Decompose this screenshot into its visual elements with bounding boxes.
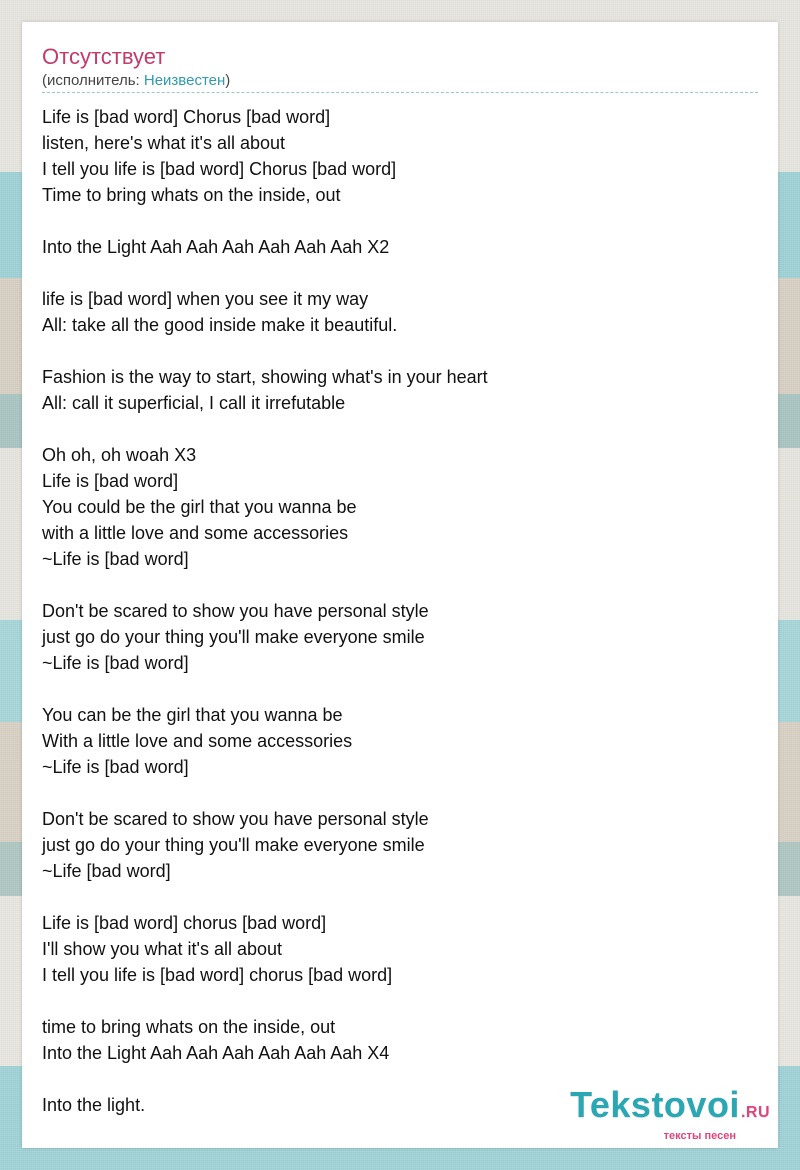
lyric-line: Into the Light Aah Aah Aah Aah Aah Aah X2 — [42, 237, 390, 257]
lyric-line — [42, 676, 742, 702]
lyrics-sheet — [22, 22, 778, 1148]
lyric-line: Don't be scared to show you have personal style — [42, 601, 429, 621]
lyric-line — [42, 884, 742, 910]
lyric-line: Don't be scared to show you have personal style — [42, 809, 429, 829]
lyric-line — [42, 208, 742, 234]
lyric-line — [42, 780, 742, 806]
lyric-line: listen, here's what it's all about — [42, 133, 285, 153]
logo-tld: .RU — [740, 1104, 770, 1121]
lyric-line: Into the light. — [42, 1095, 146, 1115]
song-title: Отсутствует — [42, 44, 166, 69]
artist-suffix: ) — [225, 72, 231, 89]
lyric-line: I tell you life is [bad word] Chorus [bad word] — [42, 159, 397, 179]
lyric-line: All: call it superficial, I call it irrefutable — [42, 393, 346, 413]
lyric-line: With a little love and some accessories — [42, 731, 353, 751]
lyric-line: Oh oh, oh woah X3 — [42, 445, 197, 465]
lyric-line: Life is [bad word] — [42, 471, 179, 491]
artist-line — [42, 72, 230, 90]
lyric-line: Time to bring whats on the inside, out — [42, 185, 341, 205]
lyric-line — [42, 260, 742, 286]
lyric-line: I'll show you what it's all about — [42, 939, 282, 959]
lyrics-text — [42, 104, 742, 1118]
title-divider — [42, 92, 758, 93]
lyric-line: Fashion is the way to start, showing what's in your heart — [42, 367, 488, 387]
lyric-line: ~Life is [bad word] — [42, 653, 189, 673]
artist-link[interactable]: Неизвестен — [143, 72, 226, 89]
lyric-line: ~Life is [bad word] — [42, 549, 189, 569]
lyric-line: I tell you life is [bad word] chorus [bad word] — [42, 965, 393, 985]
lyric-line: life is [bad word] when you see it my way — [42, 289, 369, 309]
lyric-line: Life is [bad word] Chorus [bad word] — [42, 107, 331, 127]
lyric-line — [42, 572, 742, 598]
lyric-line: All: take all the good inside make it beautiful. — [42, 315, 398, 335]
lyric-line: time to bring whats on the inside, out — [42, 1017, 336, 1037]
lyric-line — [42, 988, 742, 1014]
lyric-line — [42, 416, 742, 442]
site-logo — [570, 1084, 770, 1142]
lyric-line: with a little love and some accessories — [42, 523, 349, 543]
artist-prefix: (исполнитель: — [42, 72, 144, 89]
lyric-line: Life is [bad word] chorus [bad word] — [42, 913, 327, 933]
logo-name: Tekstovoi — [570, 1084, 740, 1125]
lyric-line: just go do your thing you'll make everyone smile — [42, 627, 425, 647]
lyric-line: ~Life [bad word] — [42, 861, 171, 881]
lyric-line: You could be the girl that you wanna be — [42, 497, 357, 517]
lyric-line: Into the Light Aah Aah Aah Aah Aah Aah X4 — [42, 1043, 390, 1063]
lyric-line: You can be the girl that you wanna be — [42, 705, 343, 725]
logo-tagline: тексты песен — [663, 1130, 736, 1142]
logo-wordmark — [570, 1084, 770, 1130]
lyric-line: ~Life is [bad word] — [42, 757, 189, 777]
lyric-line: just go do your thing you'll make everyone smile — [42, 835, 425, 855]
lyric-line — [42, 338, 742, 364]
